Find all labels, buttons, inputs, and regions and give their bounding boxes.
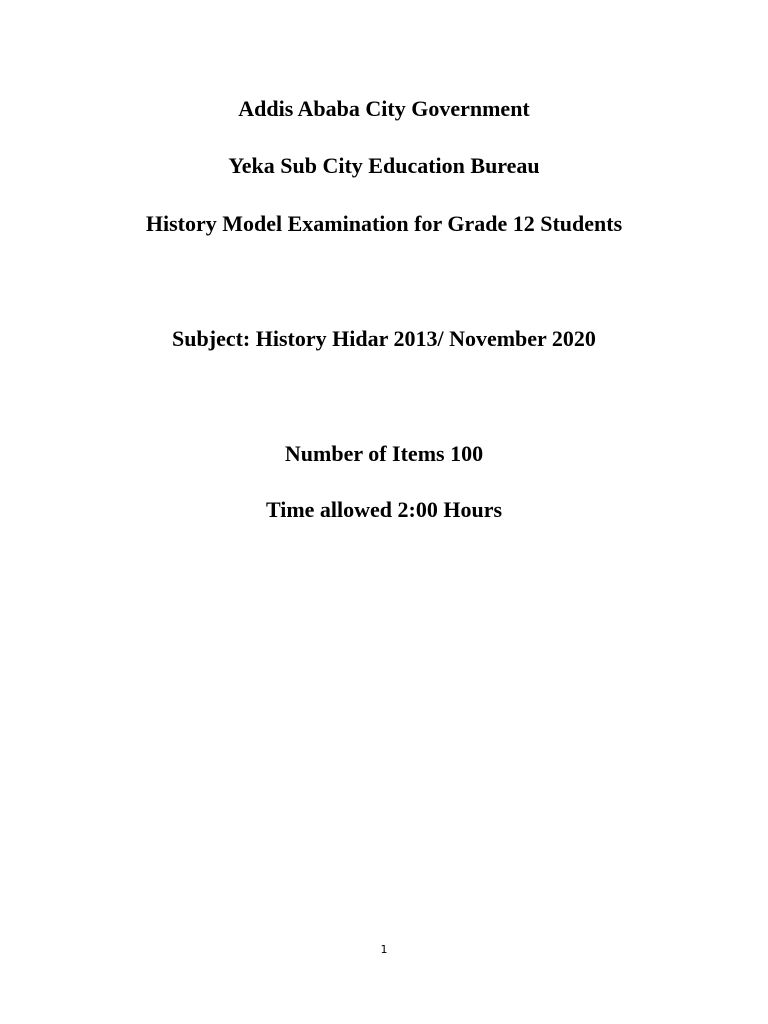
heading-city-government: Addis Ababa City Government <box>238 96 530 121</box>
subject-line: Subject: History Hidar 2013/ November 2020 <box>172 326 596 351</box>
heading-exam-title: History Model Examination for Grade 12 Students <box>145 211 623 236</box>
time-allowed: Time allowed 2:00 Hours <box>265 497 503 522</box>
heading-education-bureau: Yeka Sub City Education Bureau <box>228 153 540 178</box>
number-of-items: Number of Items 100 <box>284 441 484 466</box>
page-number: 1 <box>380 943 388 956</box>
